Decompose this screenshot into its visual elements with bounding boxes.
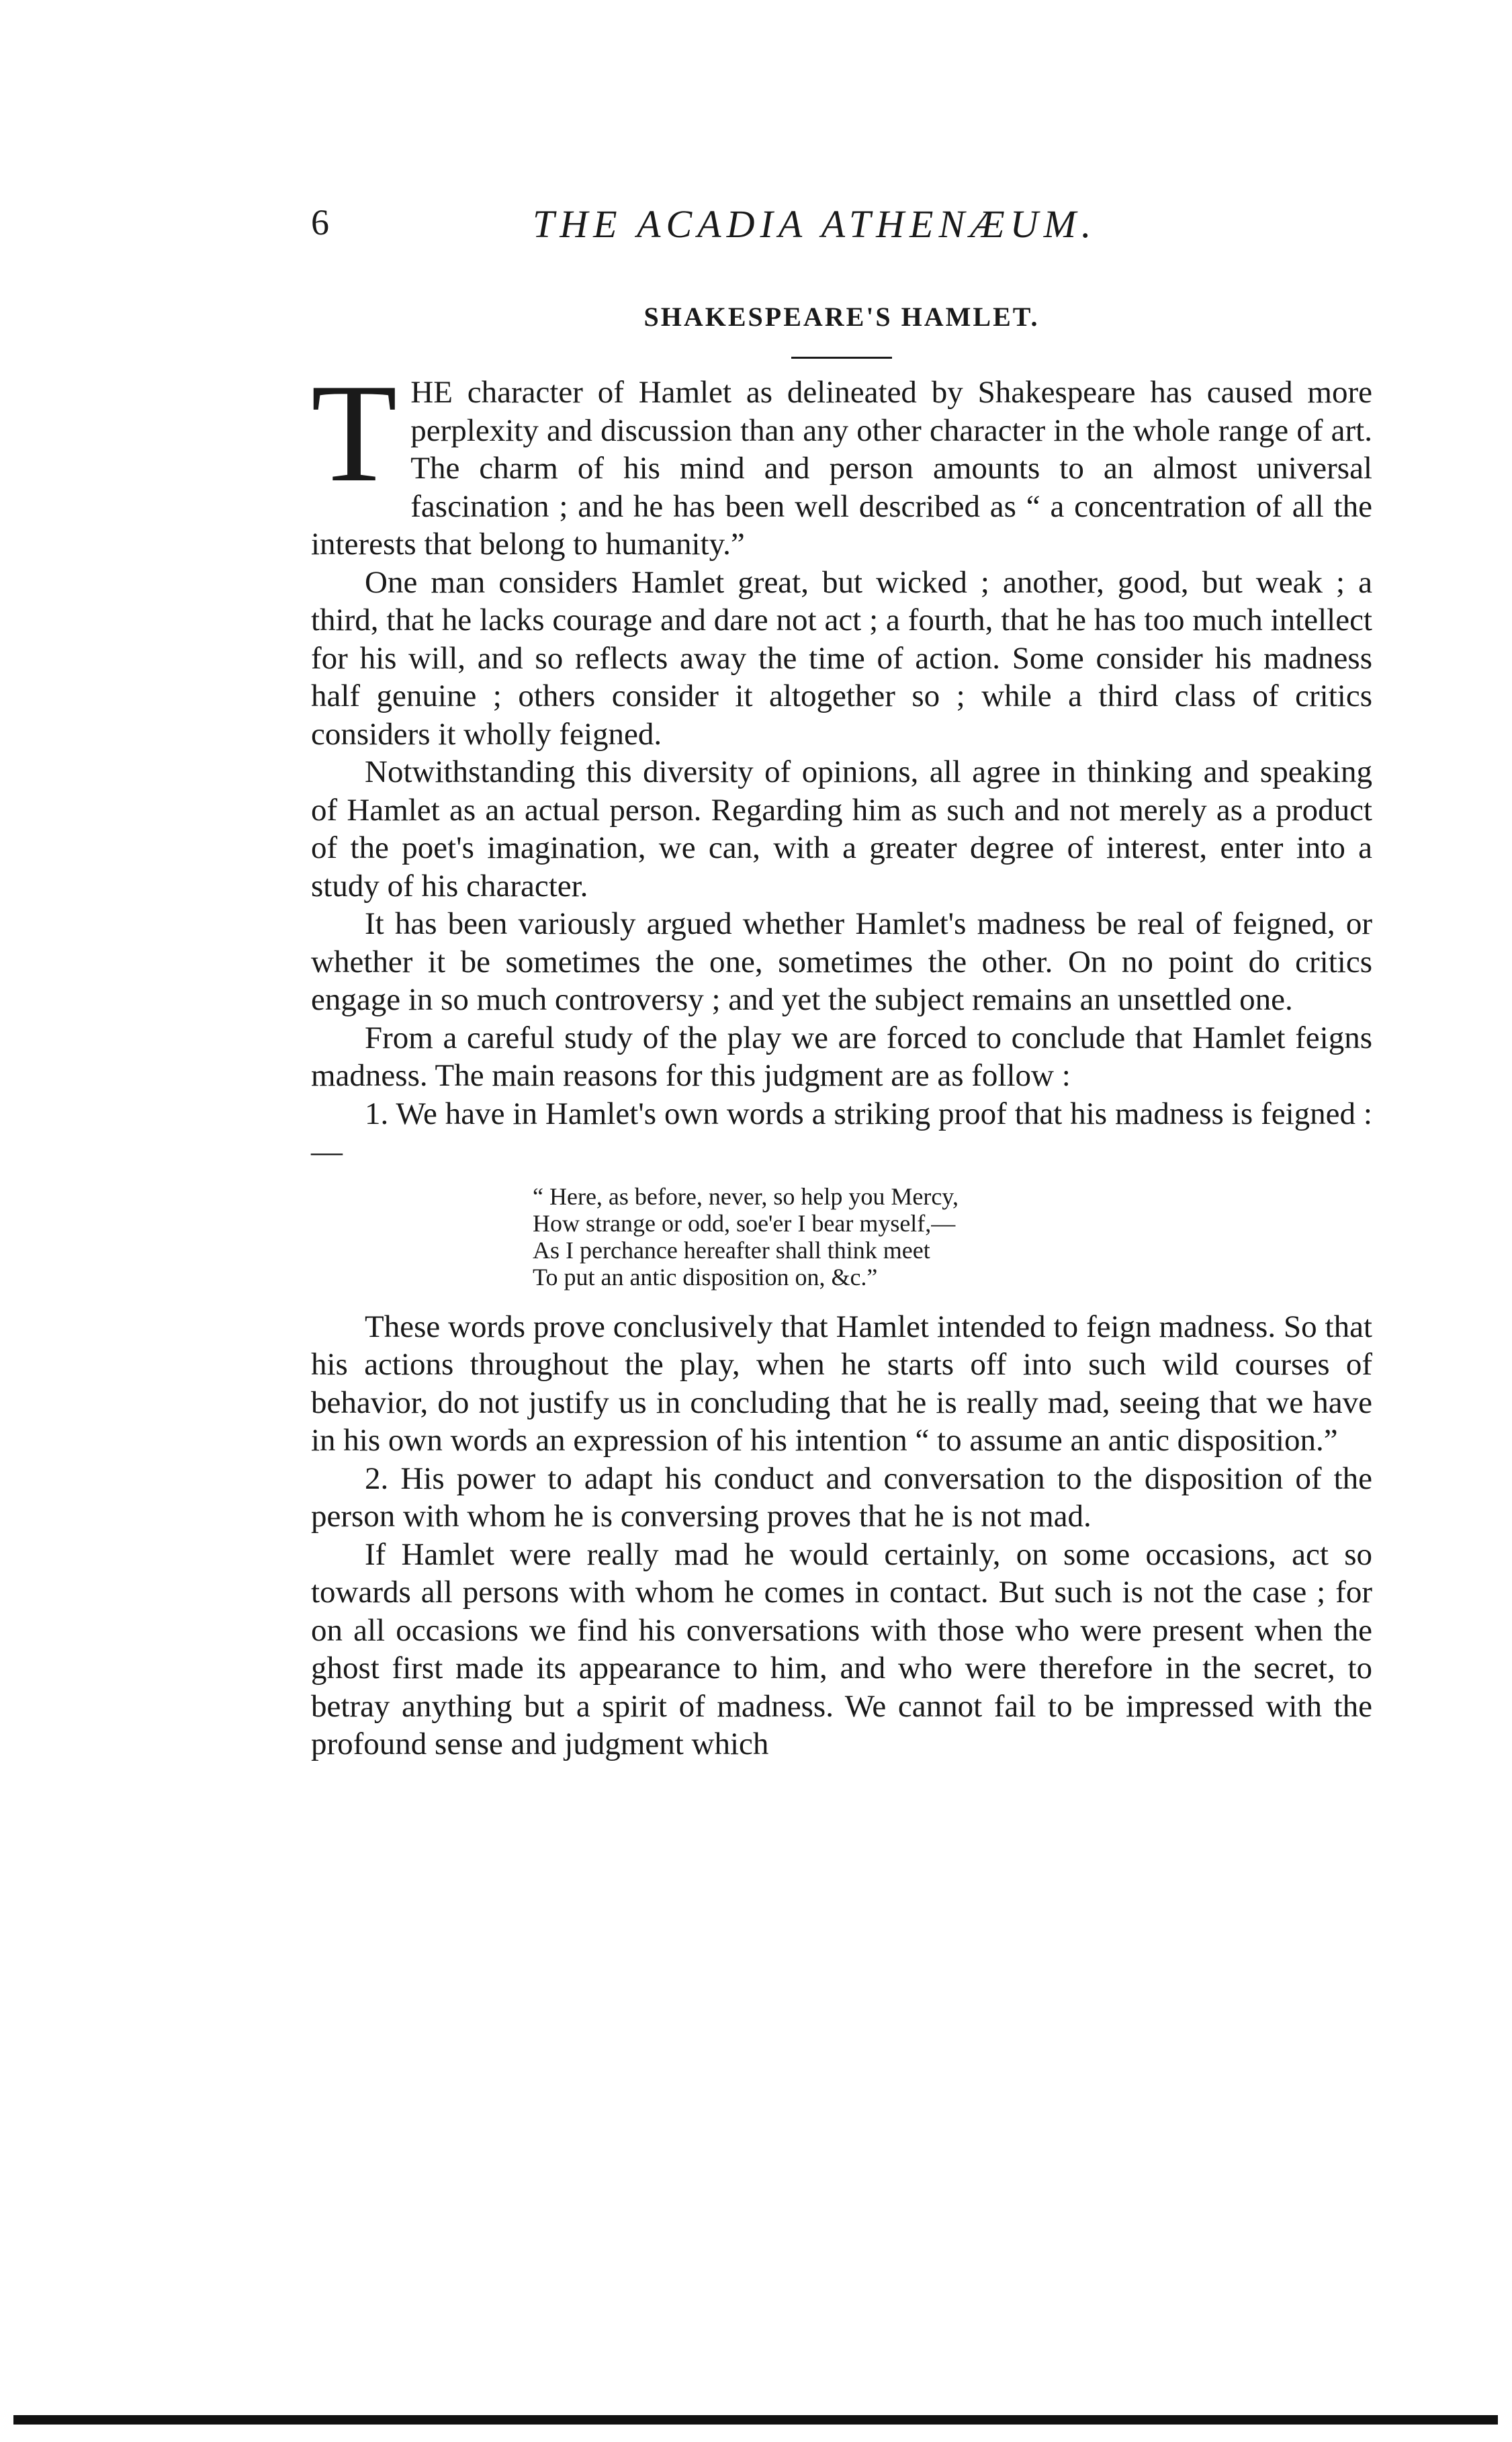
verse-line: “ Here, as before, never, so help you Mercy,: [533, 1182, 959, 1210]
verse-line: How strange or odd, soe'er I bear myself,—: [533, 1209, 956, 1237]
paragraph: [311, 355, 1372, 564]
page: [311, 202, 1372, 1763]
paragraph: One man considers Hamlet great, but wicked ; another, good, but weak ; a third, that he lacks courage and dare not act ; a fourth, that he has too much intellect for his will, and so reflects away the time of action. Some consider his madness half genuine ; others consider it altogether so ; while a third class of critics considers it wholly feigned.: [311, 564, 1372, 752]
article-title: SHAKESPEARE'S HAMLET.: [643, 302, 1040, 332]
paragraph: These words prove conclusively that Hamlet intended to feign madness. So that his actions throughout the play, when he starts off into such wild courses of behavior, do not justify us in concluding that he is really mad, seeing that we have in his own words an expression of his intention “ to assume an antic disposition.”: [311, 1309, 1372, 1458]
verse-line: To put an antic disposition on, &c.”: [533, 1263, 878, 1291]
scan-edge-bar: [13, 2415, 1498, 2425]
running-head: THE ACADIA ATHENÆUM.: [533, 202, 1097, 246]
paragraph: Notwithstanding this diversity of opinions, all agree in thinking and speaking of Hamlet as an actual person. Regarding him as such and not merely as a product of the poet's imagination, we can, with a greater degree of interest, enter into a study of his character.: [311, 754, 1372, 904]
paragraph-text: HE character of Hamlet as delineated by Shakespeare has caused more perplexity and discussion than any other character in the whole range of art. The charm of his mind and person amounts to an almost universal fascination ; and he has been well described as “ a concentration of all the interests that belong to humanity.”: [311, 375, 1372, 562]
paragraph: It has been variously argued whether Hamlet's madness be real of feigned, or whether it be sometimes the one, sometimes the other. On no point do critics engage in so much controversy ; and yet the subject remains an unsettled one.: [311, 906, 1372, 1017]
verse-line: As I perchance hereafter shall think meet: [533, 1236, 930, 1264]
paragraph: If Hamlet were really mad he would certainly, on some occasions, act so towards all persons with whom he comes in contact. But such is not the case ; for on all occasions we find his conversations with those who were present when the ghost first made its appearance to him, and who were therefore in the secret, to betray anything but a spirit of madness. We cannot fail to be impressed with the profound sense and judgment which: [311, 1536, 1372, 1761]
paragraph: From a careful study of the play we are forced to conclude that Hamlet feigns madness. The main reasons for this judgment are as follow :: [311, 1020, 1372, 1093]
page-header: [311, 202, 1372, 262]
paragraph: 1. We have in Hamlet's own words a striking proof that his madness is feigned :—: [311, 1096, 1372, 1169]
drop-cap: T: [311, 355, 398, 511]
article-body: [311, 355, 1372, 1763]
title-rule: [791, 357, 892, 359]
page-number: 6: [311, 202, 329, 243]
verse-quote: [533, 1183, 1372, 1291]
paragraph: 2. His power to adapt his conduct and conversation to the disposition of the person with whom he is conversing proves that he is not mad.: [311, 1460, 1372, 1534]
